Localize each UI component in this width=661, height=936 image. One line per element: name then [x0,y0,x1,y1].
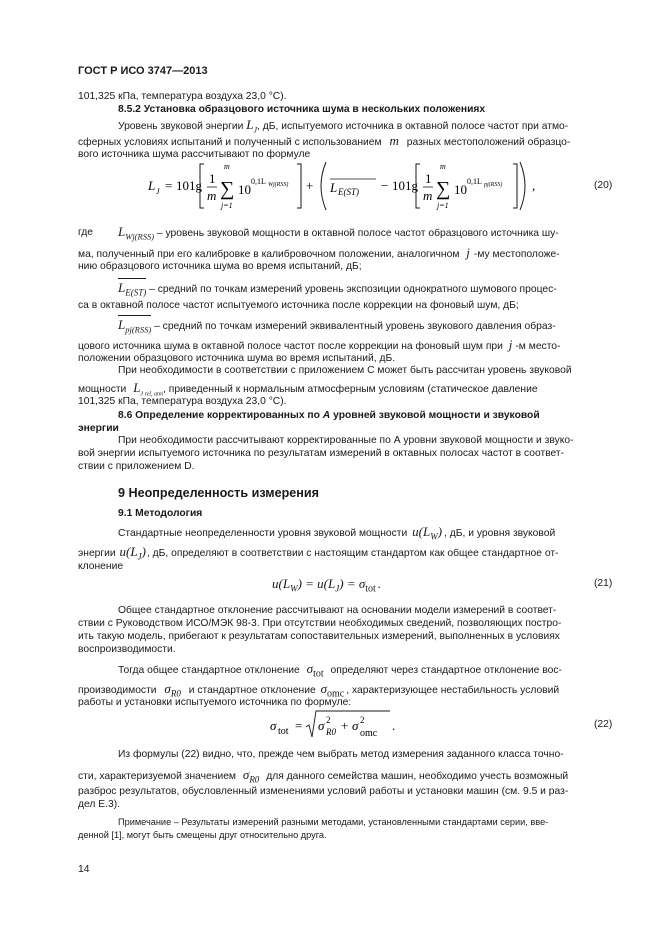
text-line: положении образцового источника шума во время испытаний, дБ. [78,353,396,364]
text-line: клонение [78,561,124,572]
svg-text:j=1: j=1 [437,201,449,210]
equation-22 [268,708,398,742]
equation-number-20: (20) [594,180,613,191]
document-header: ГОСТ Р ИСО 3747—2013 [78,65,208,77]
text-line: $L_{Wj(RSS)}$ – уровень звуковой мощности в октавной полосе частот образцового источника шу- [118,224,559,242]
svg-text:0,1L: 0,1L [467,177,482,186]
section-heading-8-5-2: 8.5.2 Установка образцового источника шума в нескольких положениях [118,104,486,115]
text-where: где [78,227,94,238]
text-line: Общее стандартное отклонение рассчитывают на основании модели измерений в соответ- [118,605,557,616]
text-line: вой энергии испытуемого источника по результатам измерений в октавных полосах частот в соответ- [78,448,565,459]
svg-text:.: . [392,718,396,733]
text-line: разброс результатов, обусловленный изменениями условий работы и установки машин (см. 9.5 и раз- [78,786,569,797]
equation-number-22: (22) [594,719,613,730]
svg-text:m: m [423,188,433,203]
svg-text:∑: ∑ [436,178,451,200]
text-line: нию образцового источника шума во время испытаний, дБ; [78,261,362,272]
text-line: ма, полученный при его калибровке в калибровочном положении, аналогичном j -му местоположе- [78,245,560,260]
svg-text:omc: omc [360,728,378,739]
text-line: При необходимости рассчитывают корректированные по А уровни звуковой мощности и звуко- [118,435,574,446]
text-line: Стандартные неопределенности уровня звуковой мощности $u(L_W)$ , дБ, и уровня звуковой [118,524,556,542]
text-line: производимости $\sigma_{R0}$ и стандартное отклонение $\sigma_{omc}$ , характеризующее нестабильность условий [78,681,560,700]
svg-text:0,1L: 0,1L [251,177,266,186]
svg-text:m: m [207,188,217,203]
text-line: сти, характеризуемой значением $\sigma_{R0}$ для данного семейства машин, необходимо учесть возможный [78,767,569,785]
svg-text:j=1: j=1 [221,201,233,210]
text-line: вого источника шума рассчитывают по формуле [78,149,311,160]
svg-text:σ: σ [270,718,277,733]
svg-text:E(ST): E(ST) [338,187,359,197]
text-line: работы и установки испытуемого источника по формуле: [78,697,352,708]
svg-text:∑: ∑ [220,178,235,200]
section-heading-9: 9 Неопределенность измерения [118,486,319,500]
svg-text:R0: R0 [326,727,336,737]
text-line: мощности $L_{J rel, atm}$, приведенный к нормальным атмосферным условиям (статическое давление [78,380,538,398]
section-heading-9-1: 9.1 Методология [118,508,203,519]
text-line: При необходимости в соответствии с приложением С может быть рассчитан уровень звуковой [118,365,572,376]
text-line: ствии с приложением D. [78,461,195,472]
svg-text:101g: 101g [392,178,418,193]
svg-text:Wj(RSS): Wj(RSS) [268,182,289,188]
equation-21: $u(L_W) = u(L_J) = \sigma_{tot}$ . [272,576,382,595]
text-line: $L_{E(ST)}$ – средний по точкам измерений уровень экспозиции однократного шумового процес- [118,280,557,298]
svg-text:σ: σ [352,718,359,733]
svg-text:L: L [148,178,156,193]
svg-text:+: + [341,718,349,733]
text-line: са в октавной полосе частот испытуемого источника после коррекции на фоновый шум, дБ; [78,300,519,311]
equation-number-21: (21) [594,578,613,589]
svg-text:2: 2 [326,715,331,725]
svg-text:=: = [165,178,173,193]
svg-text:m: m [440,162,446,171]
svg-text:10: 10 [454,182,467,197]
svg-text:L: L [330,180,338,195]
svg-text:−: − [381,178,389,193]
svg-text:,: , [532,178,536,193]
svg-text:m: m [224,162,230,171]
text-line: дел Е.3). [78,799,121,810]
svg-text:tot: tot [278,726,289,737]
text-line: цового источника шума в октавной полосе частот после коррекции на фоновый шум при j -м место- [78,337,561,352]
section-heading-8-6: 8.6 Определение корректированных по А уровней звуковой мощности и звуковой [118,410,540,421]
note-line: Примечание – Результаты измерений разными методами, установленными стандартами серии, вве- [118,817,549,827]
text-line: 101,325 кПа, температура воздуха 23,0 °С). [78,396,287,407]
svg-text:1: 1 [425,171,432,186]
text-line: Тогда общее стандартное отклонение $\sigma_{tot}$ определяют через стандартное отклонение вос- [118,661,562,680]
equation-20 [140,158,540,214]
svg-text:10: 10 [238,182,251,197]
text-line: ствии с Руководством ИСО/МЭК 98-3. При отсутствии необходимых сведений, позволяющих постро- [78,618,562,629]
svg-text:σ: σ [318,718,325,733]
svg-text:pj(RSS): pj(RSS) [484,182,503,188]
symbol-LJ: $L_J$ [246,117,258,135]
svg-text:1: 1 [209,171,216,186]
text-line: сферных условиях испытаний и полученный с использованием m разных местоположений образцо- [78,133,571,148]
text-line: энергии $u(L_J)$, дБ, определяют в соответствии с настоящим стандартом как общее стандартное от- [78,544,559,562]
text-line: Из формулы (22) видно, что, прежде чем выбрать метод измерения заданного класса точно- [118,749,564,760]
svg-text:=: = [295,718,303,733]
text-line: $L_{pj(RSS)}$ – средний по точкам измерений эквивалентный уровень звукового давления образ- [118,317,556,335]
svg-text:2: 2 [360,715,365,725]
text-line: ить такую модель, прибегают к результатам сопоставительных измерений, выполненных в условиях [78,631,560,642]
page-number: 14 [78,864,90,875]
svg-text:J: J [156,187,160,196]
svg-text:+: + [306,178,314,193]
text-line: 101,325 кПа, температура воздуха 23,0 °С). [78,91,287,102]
text-line: воспроизводимости. [78,644,176,655]
text-line: Уровень звуковой энергии $L_J$, дБ, испытуемого источника в октавной полосе частот при атмо- [118,117,569,135]
svg-text:101g: 101g [176,178,202,193]
section-heading-8-6-cont: энергии [78,423,119,434]
note-line: денной [1], могут быть смещены друг относительно друга. [78,830,327,840]
